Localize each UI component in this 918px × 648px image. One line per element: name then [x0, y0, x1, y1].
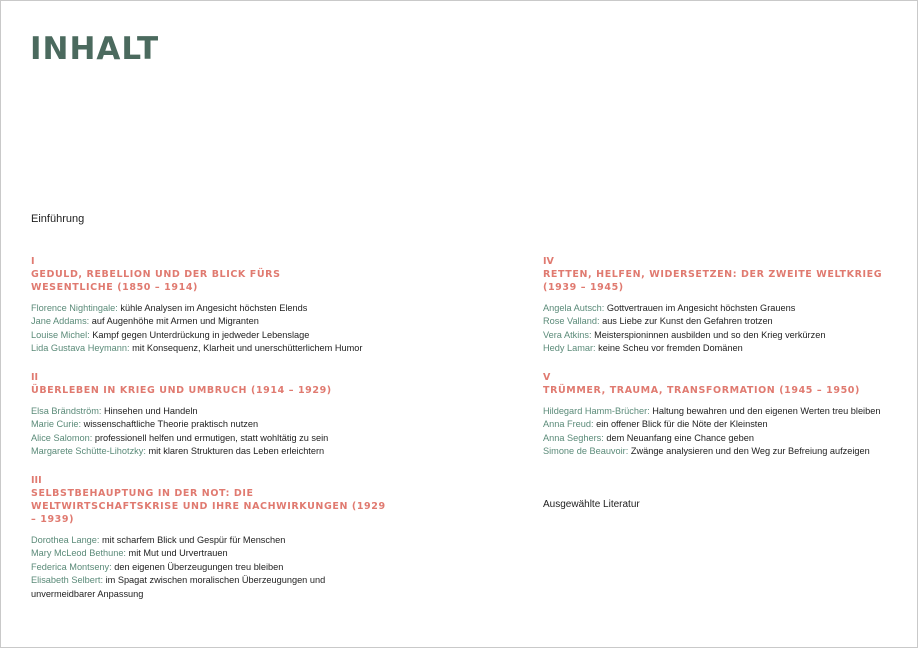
entry-list	[543, 302, 913, 356]
section-numeral: I	[31, 256, 35, 267]
list-item	[31, 329, 401, 342]
list-item	[31, 342, 401, 355]
person-name: Florence Nightingale:	[31, 303, 118, 313]
person-name: Mary McLeod Bethune:	[31, 548, 126, 559]
entry-description: Meisterspioninnen ausbilden und so den Krieg verkürzen	[591, 329, 826, 340]
person-name: Dorothea Lange:	[31, 535, 100, 545]
list-item	[543, 315, 913, 328]
list-item	[31, 547, 331, 560]
entry-description: kühle Analysen im Angesicht höchsten Elends	[117, 303, 308, 313]
section-heading: GEDULD, REBELLION UND DER BLICK FÜRS WESENTLICHE (1850 – 1914)	[31, 269, 281, 293]
list-item	[543, 432, 898, 445]
person-name: Federica Montseny:	[31, 561, 112, 572]
person-name: Simone de Beauvoir:	[543, 446, 629, 457]
entry-description: ein offener Blick für die Nöte der Kleinsten	[593, 419, 768, 430]
list-item	[31, 561, 331, 574]
section-1	[31, 256, 401, 356]
entry-description: keine Scheu vor fremden Domänen	[595, 343, 743, 354]
entry-description: aus Liebe zur Kunst den Gefahren trotzen	[599, 316, 773, 327]
list-item	[31, 534, 331, 547]
person-name: Elisabeth Selbert:	[31, 575, 104, 586]
list-item	[31, 445, 401, 458]
entry-description: den eigenen Überzeugungen treu bleiben	[111, 561, 284, 572]
section-numeral: V	[543, 372, 551, 383]
section-heading: TRÜMMER, TRAUMA, TRANSFORMATION (1945 – 1950)	[543, 385, 860, 396]
page-title: INHALT	[30, 31, 160, 67]
list-item	[31, 405, 401, 418]
entry-description: wissenschaftliche Theorie praktisch nutzen	[81, 419, 259, 430]
person-name: Marie Curie:	[31, 419, 82, 430]
list-item	[31, 315, 401, 328]
entry-description: mit Konsequenz, Klarheit und unerschütterlichem Humor	[129, 343, 363, 354]
section-numeral: IV	[543, 256, 554, 267]
section-heading: ÜBERLEBEN IN KRIEG UND UMBRUCH (1914 – 1929)	[31, 385, 332, 396]
person-name: Alice Salomon:	[31, 432, 93, 443]
list-item	[543, 418, 898, 431]
entry-description: Haltung bewahren und den eigenen Werten treu bleiben	[649, 406, 881, 416]
person-name: Elsa Brändström:	[31, 406, 102, 416]
entry-description: auf Augenhöhe mit Armen und Migranten	[89, 316, 259, 327]
list-item	[543, 445, 898, 458]
person-name: Hedy Lamar:	[543, 343, 596, 354]
entry-description: dem Neuanfang eine Chance geben	[603, 432, 754, 443]
list-item	[31, 418, 401, 431]
literature-entry: Ausgewählte Literatur	[543, 499, 640, 510]
section-numeral: II	[31, 372, 39, 383]
list-item	[543, 342, 913, 355]
intro-entry: Einführung	[31, 213, 85, 225]
person-name: Anna Freud:	[543, 419, 594, 430]
entry-list	[543, 405, 898, 459]
entry-description: Gottvertrauen im Angesicht höchsten Grauens	[604, 303, 796, 313]
person-name: Anna Seghers:	[543, 432, 604, 443]
list-item	[31, 574, 331, 601]
person-name: Louise Michel:	[31, 329, 90, 340]
list-item	[31, 432, 401, 445]
list-item	[31, 302, 401, 315]
section-heading: RETTEN, HELFEN, WIDERSETZEN: DER ZWEITE WELTKRIEG (1939 – 1945)	[543, 269, 883, 293]
entry-description: mit scharfem Blick und Gespür für Menschen	[99, 535, 286, 545]
entry-description: im Spagat zwischen moralischen Überzeugungen und unvermeidbarer Anpassung	[31, 575, 326, 599]
section-2	[31, 372, 401, 459]
entry-description: Hinsehen und Handeln	[101, 406, 198, 416]
list-item	[543, 329, 913, 342]
person-name: Margarete Schütte-Lihotzky:	[31, 446, 146, 457]
section-3	[31, 475, 401, 601]
section-4	[543, 256, 913, 356]
person-name: Vera Atkins:	[543, 329, 592, 340]
entry-list	[31, 405, 401, 459]
entry-description: professionell helfen und ermutigen, statt wohltätig zu sein	[92, 432, 329, 443]
person-name: Lida Gustava Heymann:	[31, 343, 130, 354]
entry-description: Zwänge analysieren und den Weg zur Befreiung aufzeigen	[628, 446, 870, 457]
section-numeral: III	[31, 475, 42, 486]
entry-list	[31, 302, 401, 356]
entry-list	[31, 534, 331, 601]
list-item	[543, 405, 898, 418]
person-name: Jane Addams:	[31, 316, 90, 327]
entry-description: mit Mut und Urvertrauen	[126, 548, 228, 559]
person-name: Hildegard Hamm-Brücher:	[543, 406, 650, 416]
list-item	[543, 302, 913, 315]
section-heading: SELBSTBEHAUPTUNG IN DER NOT: DIE WELTWIRTSCHAFTSKRISE UND IHRE NACHWIRKUNGEN (1929 – 1939)	[31, 488, 386, 525]
entry-description: mit klaren Strukturen das Leben erleichtern	[145, 446, 325, 457]
section-5	[543, 372, 913, 459]
person-name: Angela Autsch:	[543, 303, 605, 313]
entry-description: Kampf gegen Unterdrückung in jedweder Lebenslage	[89, 329, 310, 340]
person-name: Rose Valland:	[543, 316, 600, 327]
